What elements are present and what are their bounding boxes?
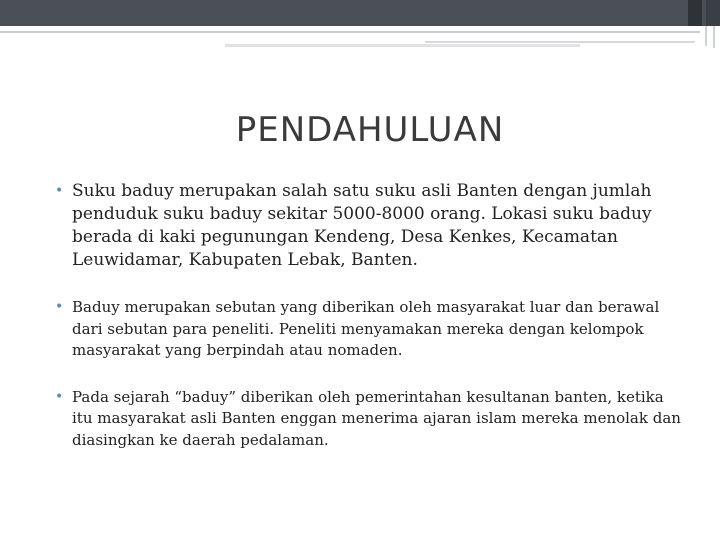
- bullet-item: [52, 387, 684, 452]
- bullet-item: [52, 180, 684, 272]
- header-accent-line: [0, 31, 700, 33]
- bullet-item: [52, 297, 684, 362]
- slide-title: PENDAHULUAN: [235, 110, 505, 150]
- bullet-text: Pada sejarah “baduy” diberikan oleh pemerintahan kesultanan banten, ketika itu masyarakat asli Banten enggan menerima ajaran islam mereka menolak dan diasingkan ke daerah pedalaman.: [72, 387, 681, 449]
- header-accent-line: [225, 44, 580, 47]
- slide-header-bar: [0, 0, 720, 26]
- bullet-text: Baduy merupakan sebutan yang diberikan oleh masyarakat luar dan berawal dari sebutan para peneliti. Peneliti menyamakan mereka dengan kelompok masyarakat yang berpindah atau nomaden.: [72, 298, 660, 359]
- header-accent-line: [425, 41, 695, 43]
- header-accent-line: [713, 26, 715, 48]
- bullet-dot-icon: •: [55, 388, 64, 405]
- header-accent-line: [705, 26, 707, 46]
- bullet-text: Suku baduy merupakan salah satu suku asli Banten dengan jumlah penduduk suku baduy sekitar 5000-8000 orang. Lokasi suku baduy berada di kaki pegunungan Kendeng, Desa Kenkes, Kecamatan Leuwidamar, Kabupaten Lebak, Banten.: [72, 181, 652, 270]
- header-corner-block: [688, 0, 702, 26]
- bullet-list: [52, 180, 684, 476]
- bullet-dot-icon: •: [55, 299, 64, 315]
- bullet-dot-icon: •: [55, 183, 64, 199]
- header-corner-block-2: [706, 0, 720, 26]
